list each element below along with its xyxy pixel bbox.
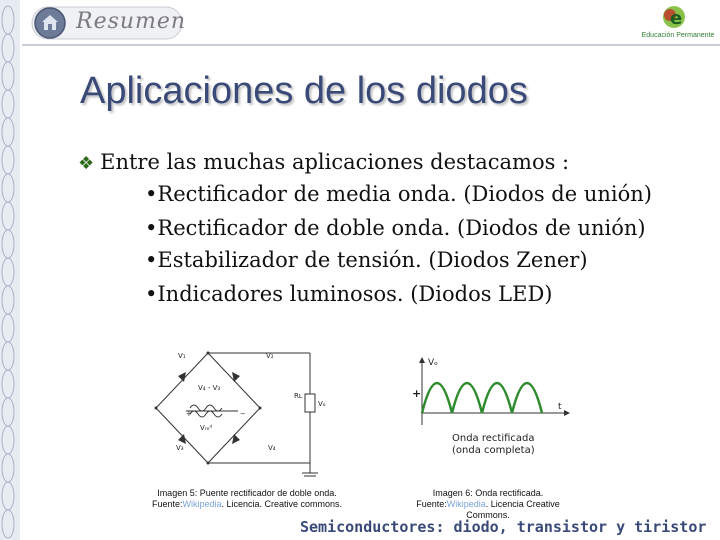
bridge-label-d1: V₁ (178, 352, 186, 360)
caption-license: . Licencia. Creative commons. (221, 499, 343, 509)
caption-source-label: Fuente: (151, 499, 183, 509)
list-item: •Rectificador de doble onda. (Diodos de unión) (145, 216, 646, 240)
intro-bullet (78, 150, 569, 174)
wave-label-plus: + (412, 387, 422, 400)
list-item: •Indicadores luminosos. (Diodos LED) (145, 282, 553, 306)
wikipedia-link[interactable]: Wikipedia (182, 499, 222, 509)
wave-label-t: t (558, 402, 562, 412)
intro-text: Entre las muchas aplicaciones destacamos : (100, 150, 570, 174)
bridge-label-veq: V₄ - V₃ (198, 384, 221, 392)
wave-label-vo: Vₒ (428, 358, 438, 368)
caption-license: . Licencia Creative Commons. (466, 499, 560, 520)
caption-source-label: Fuente: (416, 499, 447, 509)
left-decorative-stripe (0, 0, 20, 540)
resumen-label: Resumen (76, 9, 187, 34)
bridge-rectifier-diagram (148, 338, 328, 478)
header-divider (22, 44, 720, 46)
bridge-label-minus: − (240, 410, 246, 418)
bridge-label-d2: V₂ (266, 352, 274, 360)
slide-title: Aplicaciones de los diodos (80, 70, 528, 112)
wave-name-line1: Onda rectificada (452, 433, 535, 444)
resumen-button[interactable] (30, 4, 190, 42)
list-item: •Estabilizador de tensión. (Diodos Zener) (145, 248, 588, 272)
slide-footer: Semiconductores: diodo, transistor y tiristor (300, 518, 707, 536)
caption-text: Imagen 5: Puente rectificador de doble onda. (157, 488, 337, 498)
bridge-label-rl: Rʟ (294, 392, 303, 400)
house-icon (40, 13, 60, 33)
bridge-label-d4: V₄ (268, 444, 276, 452)
rectified-wave-diagram (406, 355, 582, 485)
bridge-label-vo: Vₒ (318, 400, 326, 408)
figure-6-caption (398, 488, 578, 521)
diamond-bullet-icon: ❖ (78, 153, 95, 174)
svg-text:e: e (670, 8, 683, 29)
figure-5-caption (150, 488, 344, 510)
logo-caption: Educación Permanente (641, 32, 715, 39)
list-item: •Rectificador de media onda. (Diodos de unión) (145, 182, 652, 206)
caption-text: Imagen 6: Onda rectificada. (432, 488, 544, 498)
wave-name-line2: (onda completa) (452, 445, 535, 456)
bridge-label-d3: V₃ (176, 444, 184, 452)
bridge-label-plus: + (186, 410, 192, 418)
bridge-label-vred: Vᵣₑᵈ (200, 424, 213, 432)
wikipedia-link[interactable]: Wikipedia (446, 499, 486, 509)
